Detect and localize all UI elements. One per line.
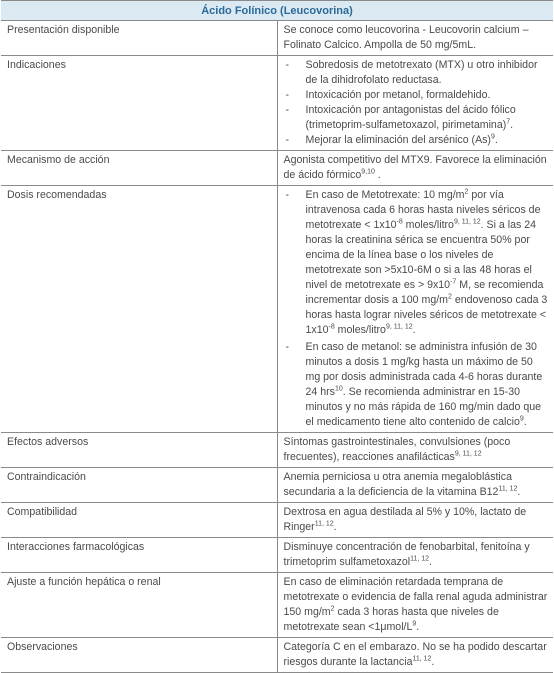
table-row [1,56,553,151]
row-value-contraindicacion: Anemia perniciosa u otra anemia megaloblástica secundaria a la deficiencia de la vitamina B12$^{11, 12}$. [277,468,553,503]
row-value-dosis [277,186,553,433]
dosis-list [284,188,550,430]
row-label-interacciones: Interacciones farmacológicas [1,538,277,573]
table-row [1,538,553,573]
table-title-row [1,1,553,21]
table-row [1,21,553,56]
drug-table [1,0,553,673]
list-item: - Mejorar la eliminación del arsénico $(As)^9$. [286,133,550,148]
drug-monograph [1,0,553,673]
list-item: - Intoxicación por metanol, formaldehido. [286,88,550,103]
row-label-efectos: Efectos adversos [1,433,277,468]
row-value-observaciones: Categoría C en el embarazo. No se ha podido descartar riesgos durante la lactancia$^{11, 12}$. [277,638,553,673]
row-label-observaciones: Observaciones [1,638,277,673]
list-item: - En caso de metanol: se administra infusión de 30 minutos a dosis 1 mg/kg hasta un máximo de 50 mg por dosis administrada cada 4-6 horas durante 24 hrs$^{10}$. Se recomienda administrar en 15-30 minutos y no más rápida de 160 mg/min dado que el medicamento tiene alto contenido de calcio$^9$. [286,340,550,430]
table-row [1,503,553,538]
row-label-compatibilidad: Compatibilidad [1,503,277,538]
table-row [1,433,553,468]
row-value-indicaciones [277,56,553,151]
row-label-dosis: Dosis recomendadas [1,186,277,433]
indicaciones-list [284,58,550,148]
row-label-presentacion: Presentación disponible [1,21,277,56]
row-label-ajuste: Ajuste a función hepática o renal [1,573,277,638]
row-value-ajuste: En caso de eliminación retardada temprana de metotrexate o evidencia de falla renal aguda administrar 150 $mg/m^2$ cada 3 horas hasta que niveles de metotrexate sean $<1\mu mol/L^9$. [277,573,553,638]
row-value-interacciones: Disminuye concentración de fenobarbital, fenitoína y trimetoprim sulfametoxazol$^{11, 12}$. [277,538,553,573]
row-value-presentacion: Se conoce como leucovorina - Leucovorin calcium – Folinato Calcico. Ampolla de 50 mg/5mL. [277,21,553,56]
list-item: - En caso de Metotrexate: 10 $mg/m^2$ por vía intravenosa cada 6 horas hasta niveles séricos de metotrexate < $1x10^{-8}$ moles/litro$^{9, 11, 12}$. Si a las 24 horas la creatinina sérica se encuentra 50% por encima de la línea base o los niveles de metotrexate son >5x10-6M o si a las 48 horas el nivel de metotrexate es > $9x10^{-7}$ M, se recomienda incrementar dosis a 100 $mg/m^2$ endovenoso cada 3 horas hasta lograr niveles séricos de metotrexate < $1x10^{-8}$ moles/litro$^{9, 11, 12}$. [286,188,550,338]
row-value-efectos: Síntomas gastrointestinales, convulsiones (poco frecuentes), reacciones anafilácticas$^{9, 11, 12}$ [277,433,553,468]
table-row [1,186,553,433]
list-item: - Intoxicación por antagonistas del ácido fólico (trimetoprim-sulfametoxazol, pirimetamina)$^7$. [286,103,550,133]
row-value-compatibilidad: Dextrosa en agua destilada al 5% y 10%, lactato de Ringer$^{11, 12}$. [277,503,553,538]
row-label-indicaciones: Indicaciones [1,56,277,151]
table-row [1,573,553,638]
table-row [1,468,553,503]
row-label-contraindicacion: Contraindicación [1,468,277,503]
list-item: - Sobredosis de metotrexato (MTX) u otro inhibidor de la dihidrofolato reductasa. [286,58,550,88]
row-label-mecanismo: Mecanismo de acción [1,151,277,186]
table-row [1,638,553,673]
row-value-mecanismo: Agonista competitivo del MTX9. Favorece la eliminación de ácido fórmico$^{9,10}$ . [277,151,553,186]
table-row [1,151,553,186]
table-title: Ácido Folínico (Leucovorina) [1,1,553,21]
